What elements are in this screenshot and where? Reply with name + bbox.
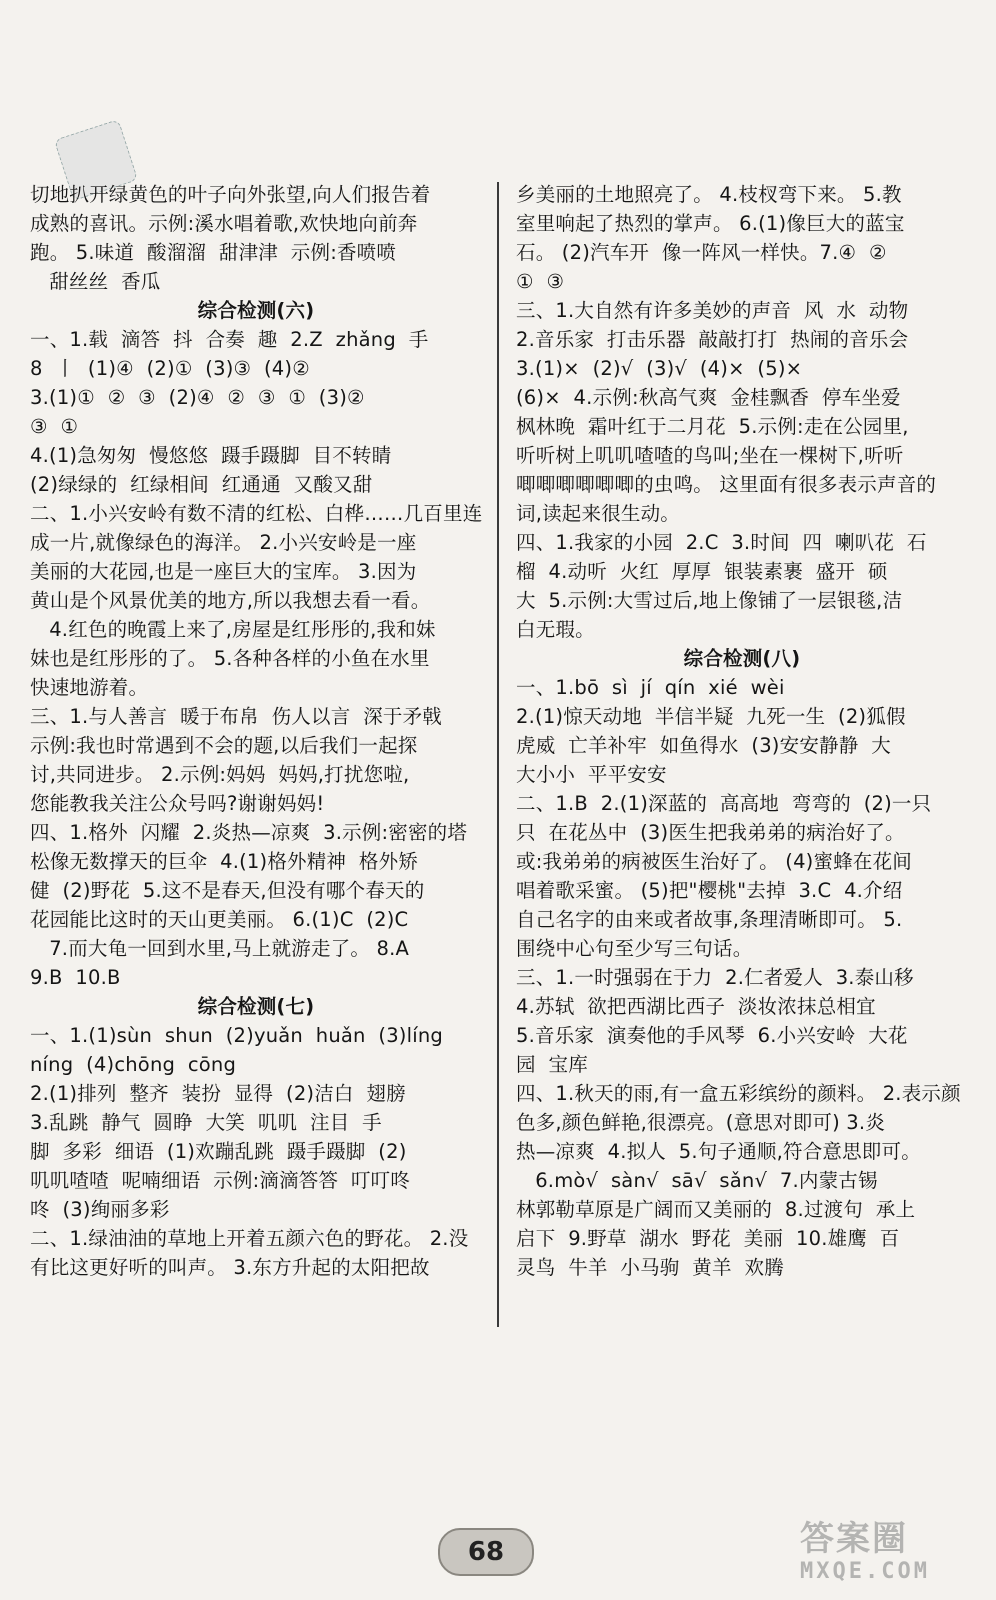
right-column-line: 室里响起了热烈的掌声。 6.(1)像巨大的蓝宝 bbox=[516, 212, 905, 235]
left-column-line: 松像无数撑天的巨伞 4.(1)格外精神 格外矫 bbox=[30, 850, 419, 873]
left-column-line: 四、1.格外 闪耀 2.炎热—凉爽 3.示例:密密的塔 bbox=[30, 821, 468, 844]
left-column-line: 7.而大龟一回到水里,马上就游走了。 8.A bbox=[30, 937, 410, 960]
left-column-line: 黄山是个风景优美的地方,所以我想去看一看。 bbox=[30, 589, 431, 612]
right-column-line: 围绕中心句至少写三句话。 bbox=[516, 937, 753, 960]
right-column-line: 三、1.大自然有许多美妙的声音 风 水 动物 bbox=[516, 299, 909, 322]
left-column-line: 跑。 5.味道 酸溜溜 甜津津 示例:香喷喷 bbox=[30, 241, 397, 264]
left-column-line: 叽叽喳喳 呢喃细语 示例:滴滴答答 叮叮咚 bbox=[30, 1169, 411, 1192]
left-column-line: 综合检测(六) bbox=[197, 299, 315, 322]
left-column-line: 花园能比这时的天山更美丽。 6.(1)C (2)C bbox=[30, 908, 409, 931]
left-column-line: níng (4)chōng cōng bbox=[30, 1053, 237, 1076]
left-column-line: 有比这更好听的叫声。 3.东方升起的太阳把故 bbox=[30, 1256, 430, 1279]
right-column-line: 三、1.一时强弱在于力 2.仁者爱人 3.泰山移 bbox=[516, 966, 914, 989]
right-column-line: 启下 9.野草 湖水 野花 美丽 10.雄鹰 百 bbox=[516, 1227, 900, 1250]
left-column-line: (2)绿绿的 红绿相间 红通通 又酸又甜 bbox=[30, 473, 373, 496]
right-column-line: 大小小 平平安安 bbox=[516, 763, 667, 786]
left-column-line: 健 (2)野花 5.这不是春天,但没有哪个春天的 bbox=[30, 879, 425, 902]
right-column-line: 或:我弟弟的病被医生治好了。 (4)蜜蜂在花间 bbox=[516, 850, 912, 873]
left-column-line: 妹也是红彤彤的了。 5.各种各样的小鱼在水里 bbox=[30, 647, 430, 670]
right-column-line: 一、1.bō sì jí qín xié wèi bbox=[516, 676, 785, 699]
left-column-line: 一、1.(1)sùn shun (2)yuǎn huǎn (3)líng bbox=[30, 1024, 443, 1047]
left-column-line: 甜丝丝 香瓜 bbox=[30, 270, 161, 293]
left-column-line: 三、1.与人善言 暖于布帛 伤人以言 深于矛戟 bbox=[30, 705, 442, 728]
right-column-line: 听听树上叽叽喳喳的鸟叫;坐在一棵树下,听听 bbox=[516, 444, 904, 467]
right-column-line: 四、1.我家的小园 2.C 3.时间 四 喇叭花 石 bbox=[516, 531, 927, 554]
right-column-line: 石。 (2)汽车开 像一阵风一样快。7.④ ② bbox=[516, 241, 887, 264]
right-column-line: 6.mò√ sàn√ sā√ sǎn√ 7.内蒙古锡 bbox=[516, 1169, 878, 1192]
right-column bbox=[516, 180, 968, 1282]
left-column-line: 美丽的大花园,也是一座巨大的宝库。 3.因为 bbox=[30, 560, 417, 583]
right-column-line: 四、1.秋天的雨,有一盒五彩缤纷的颜料。 2.表示颜 bbox=[516, 1082, 961, 1105]
right-column-line: 二、1.B 2.(1)深蓝的 高高地 弯弯的 (2)一只 bbox=[516, 792, 932, 815]
right-column-line: 5.音乐家 演奏他的手风琴 6.小兴安岭 大花 bbox=[516, 1024, 908, 1047]
watermark-top: 答案圈 bbox=[800, 1519, 908, 1559]
left-column-line: 您能教我关注公众号吗?谢谢妈妈! bbox=[30, 792, 325, 815]
right-column-line: 灵鸟 牛羊 小马驹 黄羊 欢腾 bbox=[516, 1256, 784, 1279]
left-column-line: 示例:我也时常遇到不会的题,以后我们一起探 bbox=[30, 734, 418, 757]
right-column-line: 枫林晚 霜叶红于二月花 5.示例:走在公园里, bbox=[516, 415, 909, 438]
left-column-line: 3.(1)① ② ③ (2)④ ② ③ ① (3)② bbox=[30, 386, 365, 409]
right-column-line: 热—凉爽 4.拟人 5.句子通顺,符合意思即可。 bbox=[516, 1140, 921, 1163]
left-column-line: ③ ① bbox=[30, 415, 79, 438]
left-column-line: 9.B 10.B bbox=[30, 966, 121, 989]
right-column-line: 2.音乐家 打击乐器 敲敲打打 热闹的音乐会 bbox=[516, 328, 909, 351]
right-column-line: 唧唧唧唧唧唧的虫鸣。 这里面有很多表示声音的 bbox=[516, 473, 937, 496]
right-column-line: 乡美丽的土地照亮了。 4.枝杈弯下来。 5.教 bbox=[516, 183, 902, 206]
left-column bbox=[30, 180, 482, 1282]
left-column-line: 快速地游着。 bbox=[30, 676, 149, 699]
right-column-line: (6)× 4.示例:秋高气爽 金桂飘香 停车坐爱 bbox=[516, 386, 901, 409]
left-column-line: 二、1.小兴安岭有数不清的红松、白桦……几百里连 bbox=[30, 502, 482, 525]
watermark-bottom: MXQE.COM bbox=[800, 1559, 930, 1584]
left-column-line: 3.乱跳 静气 圆睁 大笑 叽叽 注目 手 bbox=[30, 1111, 382, 1134]
left-column-line: 咚 (3)绚丽多彩 bbox=[30, 1198, 170, 1221]
left-column-line: 8 丨 (1)④ (2)① (3)③ (4)② bbox=[30, 357, 310, 380]
right-column-line: 只 在花丛中 (3)医生把我弟弟的病治好了。 bbox=[516, 821, 905, 844]
right-column-line: 唱着歌采蜜。 (5)把"樱桃"去掉 3.C 4.介绍 bbox=[516, 879, 903, 902]
column-divider bbox=[497, 182, 499, 1327]
page-number: 68 bbox=[438, 1528, 534, 1576]
left-column-line: 4.红色的晚霞上来了,房屋是红彤彤的,我和妹 bbox=[30, 618, 436, 641]
right-column-line: ① ③ bbox=[516, 270, 565, 293]
right-column-line: 白无瑕。 bbox=[516, 618, 595, 641]
right-column-line: 4.苏轼 欲把西湖比西子 淡妆浓抹总相宜 bbox=[516, 995, 876, 1018]
left-column-line: 综合检测(七) bbox=[197, 995, 315, 1018]
left-column-line: 切地扒开绿黄色的叶子向外张望,向人们报告着 bbox=[30, 183, 431, 206]
right-column-line: 3.(1)× (2)√ (3)√ (4)× (5)× bbox=[516, 357, 803, 380]
right-column-line: 词,读起来很生动。 bbox=[516, 502, 680, 525]
left-column-line: 一、1.载 滴答 抖 合奏 趣 2.Z zhǎng 手 bbox=[30, 328, 429, 351]
left-column-line: 成熟的喜讯。示例:溪水唱着歌,欢快地向前奔 bbox=[30, 212, 418, 235]
right-column-line: 林郭勒草原是广阔而又美丽的 8.过渡句 承上 bbox=[516, 1198, 916, 1221]
right-column-line: 色多,颜色鲜艳,很漂亮。(意思对即可) 3.炎 bbox=[516, 1111, 886, 1134]
right-column-line: 榴 4.动听 火红 厚厚 银装素裹 盛开 硕 bbox=[516, 560, 888, 583]
right-column-line: 综合检测(八) bbox=[683, 647, 801, 670]
left-column-line: 脚 多彩 细语 (1)欢蹦乱跳 蹑手蹑脚 (2) bbox=[30, 1140, 407, 1163]
right-column-line: 自己名字的由来或者故事,条理清晰即可。 5. bbox=[516, 908, 903, 931]
left-column-line: 成一片,就像绿色的海洋。 2.小兴安岭是一座 bbox=[30, 531, 417, 554]
left-column-line: 4.(1)急匆匆 慢悠悠 蹑手蹑脚 目不转睛 bbox=[30, 444, 392, 467]
left-column-line: 2.(1)排列 整齐 装扮 显得 (2)洁白 翅膀 bbox=[30, 1082, 406, 1105]
left-column-line: 二、1.绿油油的草地上开着五颜六色的野花。 2.没 bbox=[30, 1227, 469, 1250]
right-column-line: 虎威 亡羊补牢 如鱼得水 (3)安安静静 大 bbox=[516, 734, 891, 757]
left-column-line: 讨,共同进步。 2.示例:妈妈 妈妈,打扰您啦, bbox=[30, 763, 410, 786]
right-column-line: 大 5.示例:大雪过后,地上像铺了一层银毯,洁 bbox=[516, 589, 903, 612]
right-column-line: 园 宝库 bbox=[516, 1053, 588, 1076]
right-column-line: 2.(1)惊天动地 半信半疑 九死一生 (2)狐假 bbox=[516, 705, 906, 728]
watermark-logo bbox=[800, 1520, 980, 1590]
